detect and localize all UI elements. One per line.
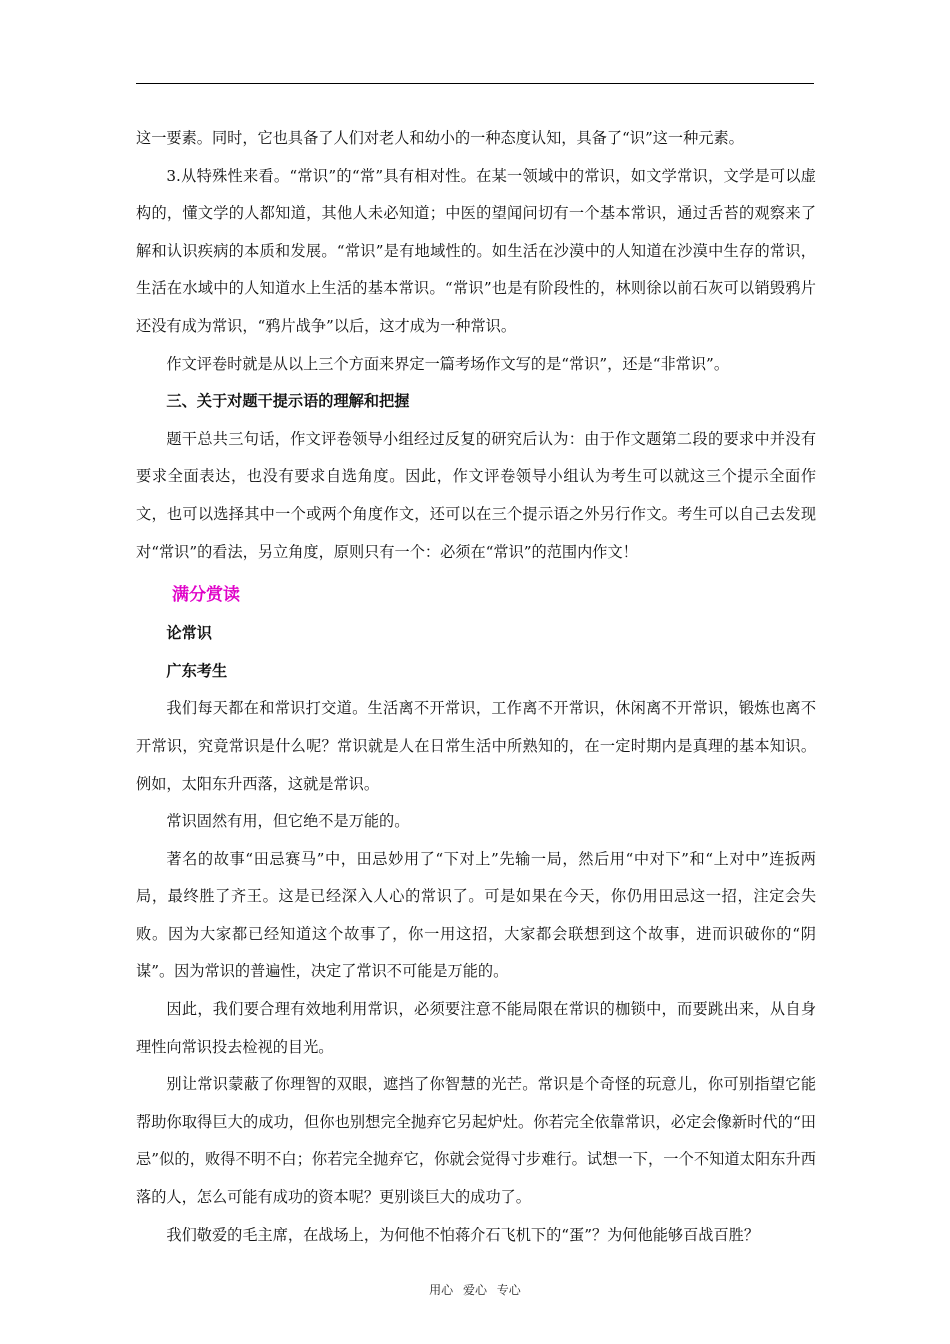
document-body (136, 120, 816, 1254)
essay-paragraph-2: 常识固然有用，但它绝不是万能的。 (166, 812, 410, 831)
essay-paragraph-6: 我们敬爱的毛主席，在战场上，为何他不怕蒋介石飞机下的“蛋”？为何他能够百战百胜？ (166, 1225, 760, 1244)
essay-paragraph-3: 著名的故事“田忌赛马”中，田忌妙用了“下对上”先输一局，然后用“中对下”和“上对中”连扳两局，最终胜了齐王。这是已经深入人心的常识了。可是如果在今天，你仍用田忌这一招，注定会失败。因为大家都已经知道这个故事了，你一用这招，大家都会联想到这个故事，进而识破你的“阴谋”。因为常识的普遍性，决定了常识不可能是万能的。 (136, 849, 816, 981)
paragraph-specificity: 3.从特殊性来看。“常识”的“常”具有相对性。在某一领域中的常识，如文学常识，文学是可以虚构的，懂文学的人都知道，其他人未必知道；中医的望闻问切有一个基本常识，通过舌苔的观察来了解和认识疾病的本质和发展。“常识”是有地域性的。如生活在沙漠中的人知道在沙漠中生存的常识，生活在水域中的人知道水上生活的基本常识。“常识”也是有阶段性的，林则徐以前石灰可以销毁鸦片还没有成为常识，“鸦片战争”以后，这才成为一种常识。 (136, 166, 816, 335)
paragraph-grading: 作文评卷时就是从以上三个方面来界定一篇考场作文写的是“常识”，还是“非常识”。 (166, 354, 730, 373)
header-rule (136, 83, 814, 84)
essay-paragraph-1: 我们每天都在和常识打交道。生活离不开常识，工作离不开常识，休闲离不开常识，锻炼也离不开常识，究竟常识是什么呢？常识就是人在日常生活中所熟知的，在一定时期内是真理的基本知识。例如，太阳东升西落，这就是常识。 (136, 699, 816, 793)
page-footer: 用心 爱心 专心 (429, 1283, 521, 1297)
essay-paragraph-4: 因此，我们要合理有效地利用常识，必须要注意不能局限在常识的枷锁中，而要跳出来，从自身理性向常识投去检视的目光。 (136, 1000, 816, 1056)
essay-title: 论常识 (166, 624, 212, 643)
essay-paragraph-5: 别让常识蒙蔽了你理智的双眼，遮挡了你智慧的光芒。常识是个奇怪的玩意儿，你可别指望它能帮助你取得巨大的成功，但你也别想完全抛弃它另起炉灶。你若完全依靠常识，必定会像新时代的“田忌”似的，败得不明不白；你若完全抛弃它，你就会觉得寸步难行。试想一下，一个不知道太阳东升西落的人，怎么可能有成功的资本呢？更别谈巨大的成功了。 (136, 1075, 816, 1207)
section-title-full-score: 满分赏读 (172, 585, 240, 606)
paragraph-prompt-analysis: 题干总共三句话，作文评卷领导小组经过反复的研究后认为：由于作文题第二段的要求中并没有要求全面表达，也没有要求自选角度。因此，作文评卷领导小组认为考生可以就这三个提示全面作文，也可以选择其中一个或两个角度作文，还可以在三个提示语之外另行作文。考生可以自己去发现对“常识”的看法，另立角度，原则只有一个：必须在“常识”的范围内作文！ (136, 429, 816, 561)
paragraph-continuation: 这一要素。同时，它也具备了人们对老人和幼小的一种态度认知，具备了“识”这一种元素。 (136, 129, 744, 147)
essay-author: 广东考生 (166, 661, 228, 680)
section-heading-three: 三、关于对题干提示语的理解和把握 (166, 392, 410, 411)
